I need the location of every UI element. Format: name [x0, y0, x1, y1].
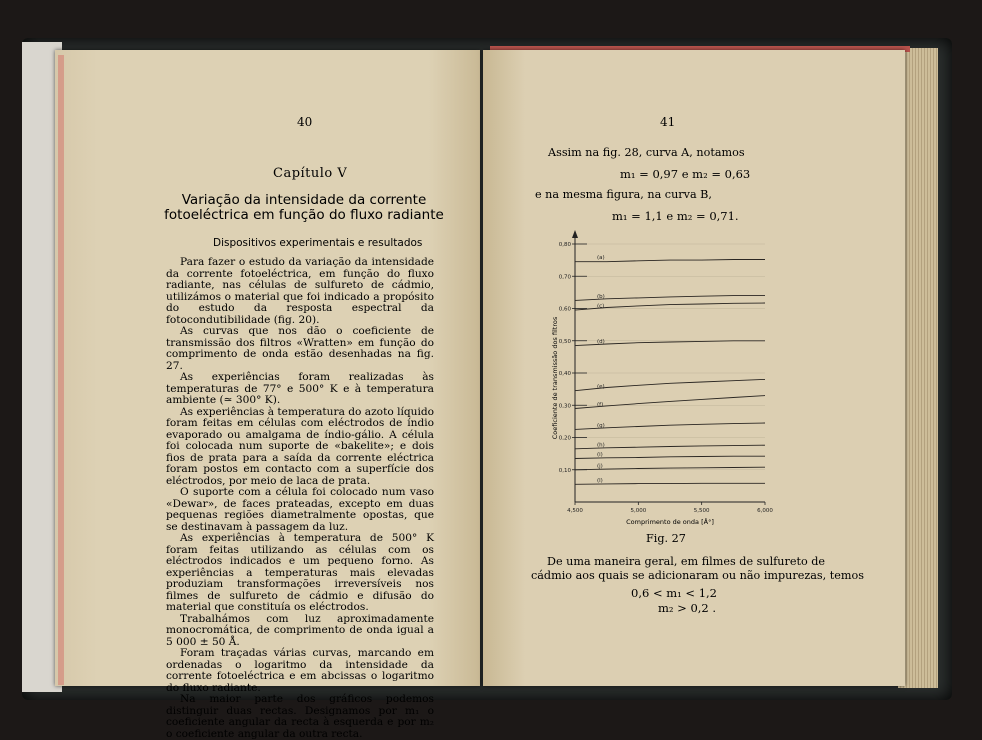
series-label: (f): [597, 401, 604, 408]
x-tick-label: 5,000: [630, 508, 647, 514]
transmission-chart: [545, 228, 785, 530]
body-text-left: [166, 257, 434, 740]
y-tick-label: 0,60: [558, 306, 571, 313]
paragraph: O suporte com a célula foi colocado num vaso «Dewar», de faces prateadas, excepto em duas pequenas regiões diametralmente opostas, que se destinavam à passagem da luz.: [166, 486, 434, 533]
paragraph: As experiências à temperatura de 500° K foram feitas utilizando as células com os eléctrodos indicados e um pequeno forno. As experiências a temperaturas mais elevadas produziam transformações irreversíveis nos filmes de sulfureto de cádmio e difusão do material que constituía os eléctrodos.: [166, 532, 434, 613]
series-label: (e): [597, 384, 605, 391]
figure-caption: Fig. 27: [646, 532, 686, 545]
x-tick-label: 4,500: [567, 508, 583, 514]
series-label: (a): [597, 255, 605, 262]
series-label: (h): [597, 442, 605, 449]
chapter-heading: Capítulo V: [273, 166, 348, 181]
paragraph: Na maior parte dos gráficos podemos distinguir duas rectas. Designamos por m₁ o coeficiente angular da recta à esquerda e por m₂ o coeficiente angular da outra recta.: [166, 693, 434, 740]
paragraph: As curvas que nos dão o coeficiente de transmissão dos filtros «Wratten» em função do comprimento de onda estão desenhadas na fig. 27.: [166, 325, 434, 372]
left-page-edge: [58, 55, 64, 685]
page-number-right: 41: [660, 115, 676, 129]
chapter-title: Variação da intensidade da corrente fotoeléctrica em função do fluxo radiante: [164, 192, 444, 223]
y-tick-label: 0,10: [558, 467, 571, 474]
series-label: (j): [597, 463, 603, 470]
chart-ticks: [559, 242, 774, 514]
x-axis-label: Comprimento de onda [Å°]: [626, 518, 714, 526]
middle-line: e na mesma figura, na curva B,: [535, 188, 712, 201]
series-label: (c): [597, 303, 605, 310]
y-tick-label: 0,40: [558, 371, 571, 377]
paragraph: Trabalhámos com luz aproximadamente monocromática, de comprimento de onda igual a 5 000 ± 50 Å.: [166, 612, 434, 648]
paragraph: Para fazer o estudo da variação da intensidade da corrente fotoeléctrica, em função do fluxo radiante, nas células de sulfureto de cádmio, utilizámos o material que foi indicado a propósito do estudo da resposta espectral da fotocondutibilidade (fig. 20).: [166, 256, 434, 326]
paragraph: As experiências foram realizadas às temperaturas de 77° e 500° K e à temperatura ambiente (≃ 300° K).: [166, 371, 434, 406]
y-tick-label: 0,50: [558, 338, 571, 345]
series-line: [575, 456, 765, 458]
paragraph: As experiências à temperatura do azoto líquido foram feitas em células com eléctrodos de índio evaporado ou amalgama de índio-gálio. A célula foi colocada num suporte de «bakelite»; e dois fios de prata para a saída da corrente eléctrica foram postos em contacto com a superfície dos eléctrodos, por meio de laca de prata.: [166, 405, 434, 487]
equation-1: m₁ = 0,97 e m₂ = 0,63: [620, 167, 751, 181]
chart-axes: [572, 230, 765, 502]
series-label: (b): [597, 293, 605, 300]
closing-line-1: De uma maneira geral, em filmes de sulfureto de: [547, 555, 826, 568]
series-label: (d): [597, 339, 605, 346]
series-line: [575, 483, 765, 484]
series-label: (g): [597, 422, 605, 429]
intro-line: Assim na fig. 28, curva A, notamos: [548, 146, 745, 159]
y-tick-label: 0,70: [558, 274, 571, 281]
inequality-2: m₂ > 0,2 .: [658, 601, 717, 615]
series-label: (l): [597, 477, 603, 484]
equation-2: m₁ = 1,1 e m₂ = 0,71.: [612, 209, 739, 223]
chart-series: [575, 255, 765, 484]
y-axis-arrow: [572, 230, 578, 238]
x-tick-label: 6,000: [757, 508, 773, 514]
y-tick-label: 0,80: [558, 242, 571, 248]
closing-line-2: cádmio aos quais se adicionaram ou não impurezas, temos: [531, 569, 864, 582]
y-axis-label: Coeficiente de transmissão dos filtros: [551, 316, 559, 440]
series-line: [575, 467, 765, 470]
paragraph: Foram traçadas várias curvas, marcando em ordenadas o logaritmo da intensidade da corrente fotoeléctrica e em abcissas o logaritmo do fluxo radiante.: [166, 647, 434, 694]
x-tick-label: 5,500: [693, 508, 710, 514]
chart-grid: [575, 244, 765, 470]
inequality-1: 0,6 < m₁ < 1,2: [631, 586, 717, 600]
y-tick-label: 0,30: [558, 403, 571, 410]
series-label: (i): [597, 451, 603, 458]
page-number-left: 40: [297, 115, 313, 129]
section-subheading: Dispositivos experimentais e resultados: [213, 237, 423, 249]
series-line: [575, 396, 765, 409]
y-tick-label: 0,20: [558, 435, 571, 442]
